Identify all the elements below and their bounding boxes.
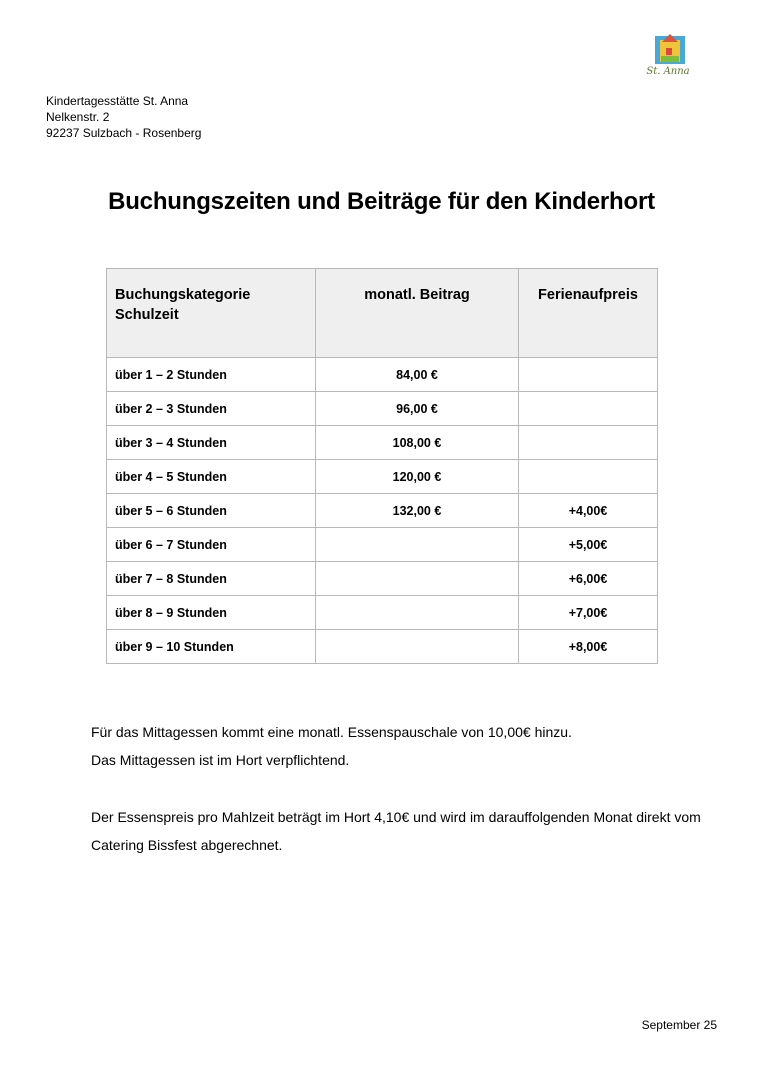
- cell-surcharge: [519, 426, 658, 460]
- header-surcharge: Ferienaufpreis: [519, 269, 658, 358]
- header-category-line1: Buchungskategorie: [115, 287, 251, 303]
- meal-note-line: Für das Mittagessen kommt eine monatl. Essenspauschale von 10,00€ hinzu.: [91, 724, 572, 740]
- cell-category: über 1 – 2 Stunden: [107, 358, 316, 392]
- cell-fee: [316, 630, 519, 664]
- cell-category: über 6 – 7 Stunden: [107, 528, 316, 562]
- cell-fee: 84,00 €: [316, 358, 519, 392]
- cell-category: über 3 – 4 Stunden: [107, 426, 316, 460]
- cell-surcharge: +4,00€: [519, 494, 658, 528]
- meal-price-note: Der Essenspreis pro Mahlzeit beträgt im Hort 4,10€ und wird im darauffolgenden Monat direkt vom Catering Bissfest abgerechnet.: [91, 809, 701, 853]
- cell-category: über 8 – 9 Stunden: [107, 596, 316, 630]
- cell-fee: [316, 596, 519, 630]
- header-category: [107, 269, 316, 358]
- header-category-line2: Schulzeit: [115, 307, 179, 323]
- cell-category: über 4 – 5 Stunden: [107, 460, 316, 494]
- cell-fee: 120,00 €: [316, 460, 519, 494]
- page-title: Buchungszeiten und Beiträge für den Kinderhort: [108, 188, 655, 215]
- table-row: [107, 460, 658, 494]
- cell-fee: 108,00 €: [316, 426, 519, 460]
- table-header-row: [107, 269, 658, 358]
- footer-date: September 25: [641, 1018, 717, 1032]
- header-fee: monatl. Beitrag: [316, 269, 519, 358]
- logo-text: St. Anna: [646, 66, 690, 77]
- sender-address: [46, 93, 201, 141]
- fee-table: [106, 268, 658, 664]
- cell-category: über 5 – 6 Stunden: [107, 494, 316, 528]
- sender-line: 92237 Sulzbach - Rosenberg: [46, 126, 202, 140]
- table-row: [107, 528, 658, 562]
- cell-surcharge: +7,00€: [519, 596, 658, 630]
- meal-note: [91, 718, 572, 774]
- table-row: [107, 358, 658, 392]
- cell-surcharge: +6,00€: [519, 562, 658, 596]
- cell-surcharge: +8,00€: [519, 630, 658, 664]
- table-row: [107, 392, 658, 426]
- sender-line: Nelkenstr. 2: [46, 110, 110, 124]
- cell-category: über 7 – 8 Stunden: [107, 562, 316, 596]
- cell-fee: [316, 528, 519, 562]
- cell-category: über 9 – 10 Stunden: [107, 630, 316, 664]
- cell-fee: 96,00 €: [316, 392, 519, 426]
- sender-line: Kindertagesstätte St. Anna: [46, 94, 189, 108]
- cell-surcharge: [519, 460, 658, 494]
- meal-note-line: Das Mittagessen ist im Hort verpflichtend.: [91, 752, 350, 768]
- cell-category: über 2 – 3 Stunden: [107, 392, 316, 426]
- table-row: [107, 426, 658, 460]
- cell-fee: [316, 562, 519, 596]
- table-row: [107, 562, 658, 596]
- table-row: [107, 494, 658, 528]
- table-row: [107, 596, 658, 630]
- cell-surcharge: [519, 392, 658, 426]
- cell-surcharge: [519, 358, 658, 392]
- cell-fee: 132,00 €: [316, 494, 519, 528]
- cell-surcharge: +5,00€: [519, 528, 658, 562]
- table-row: [107, 630, 658, 664]
